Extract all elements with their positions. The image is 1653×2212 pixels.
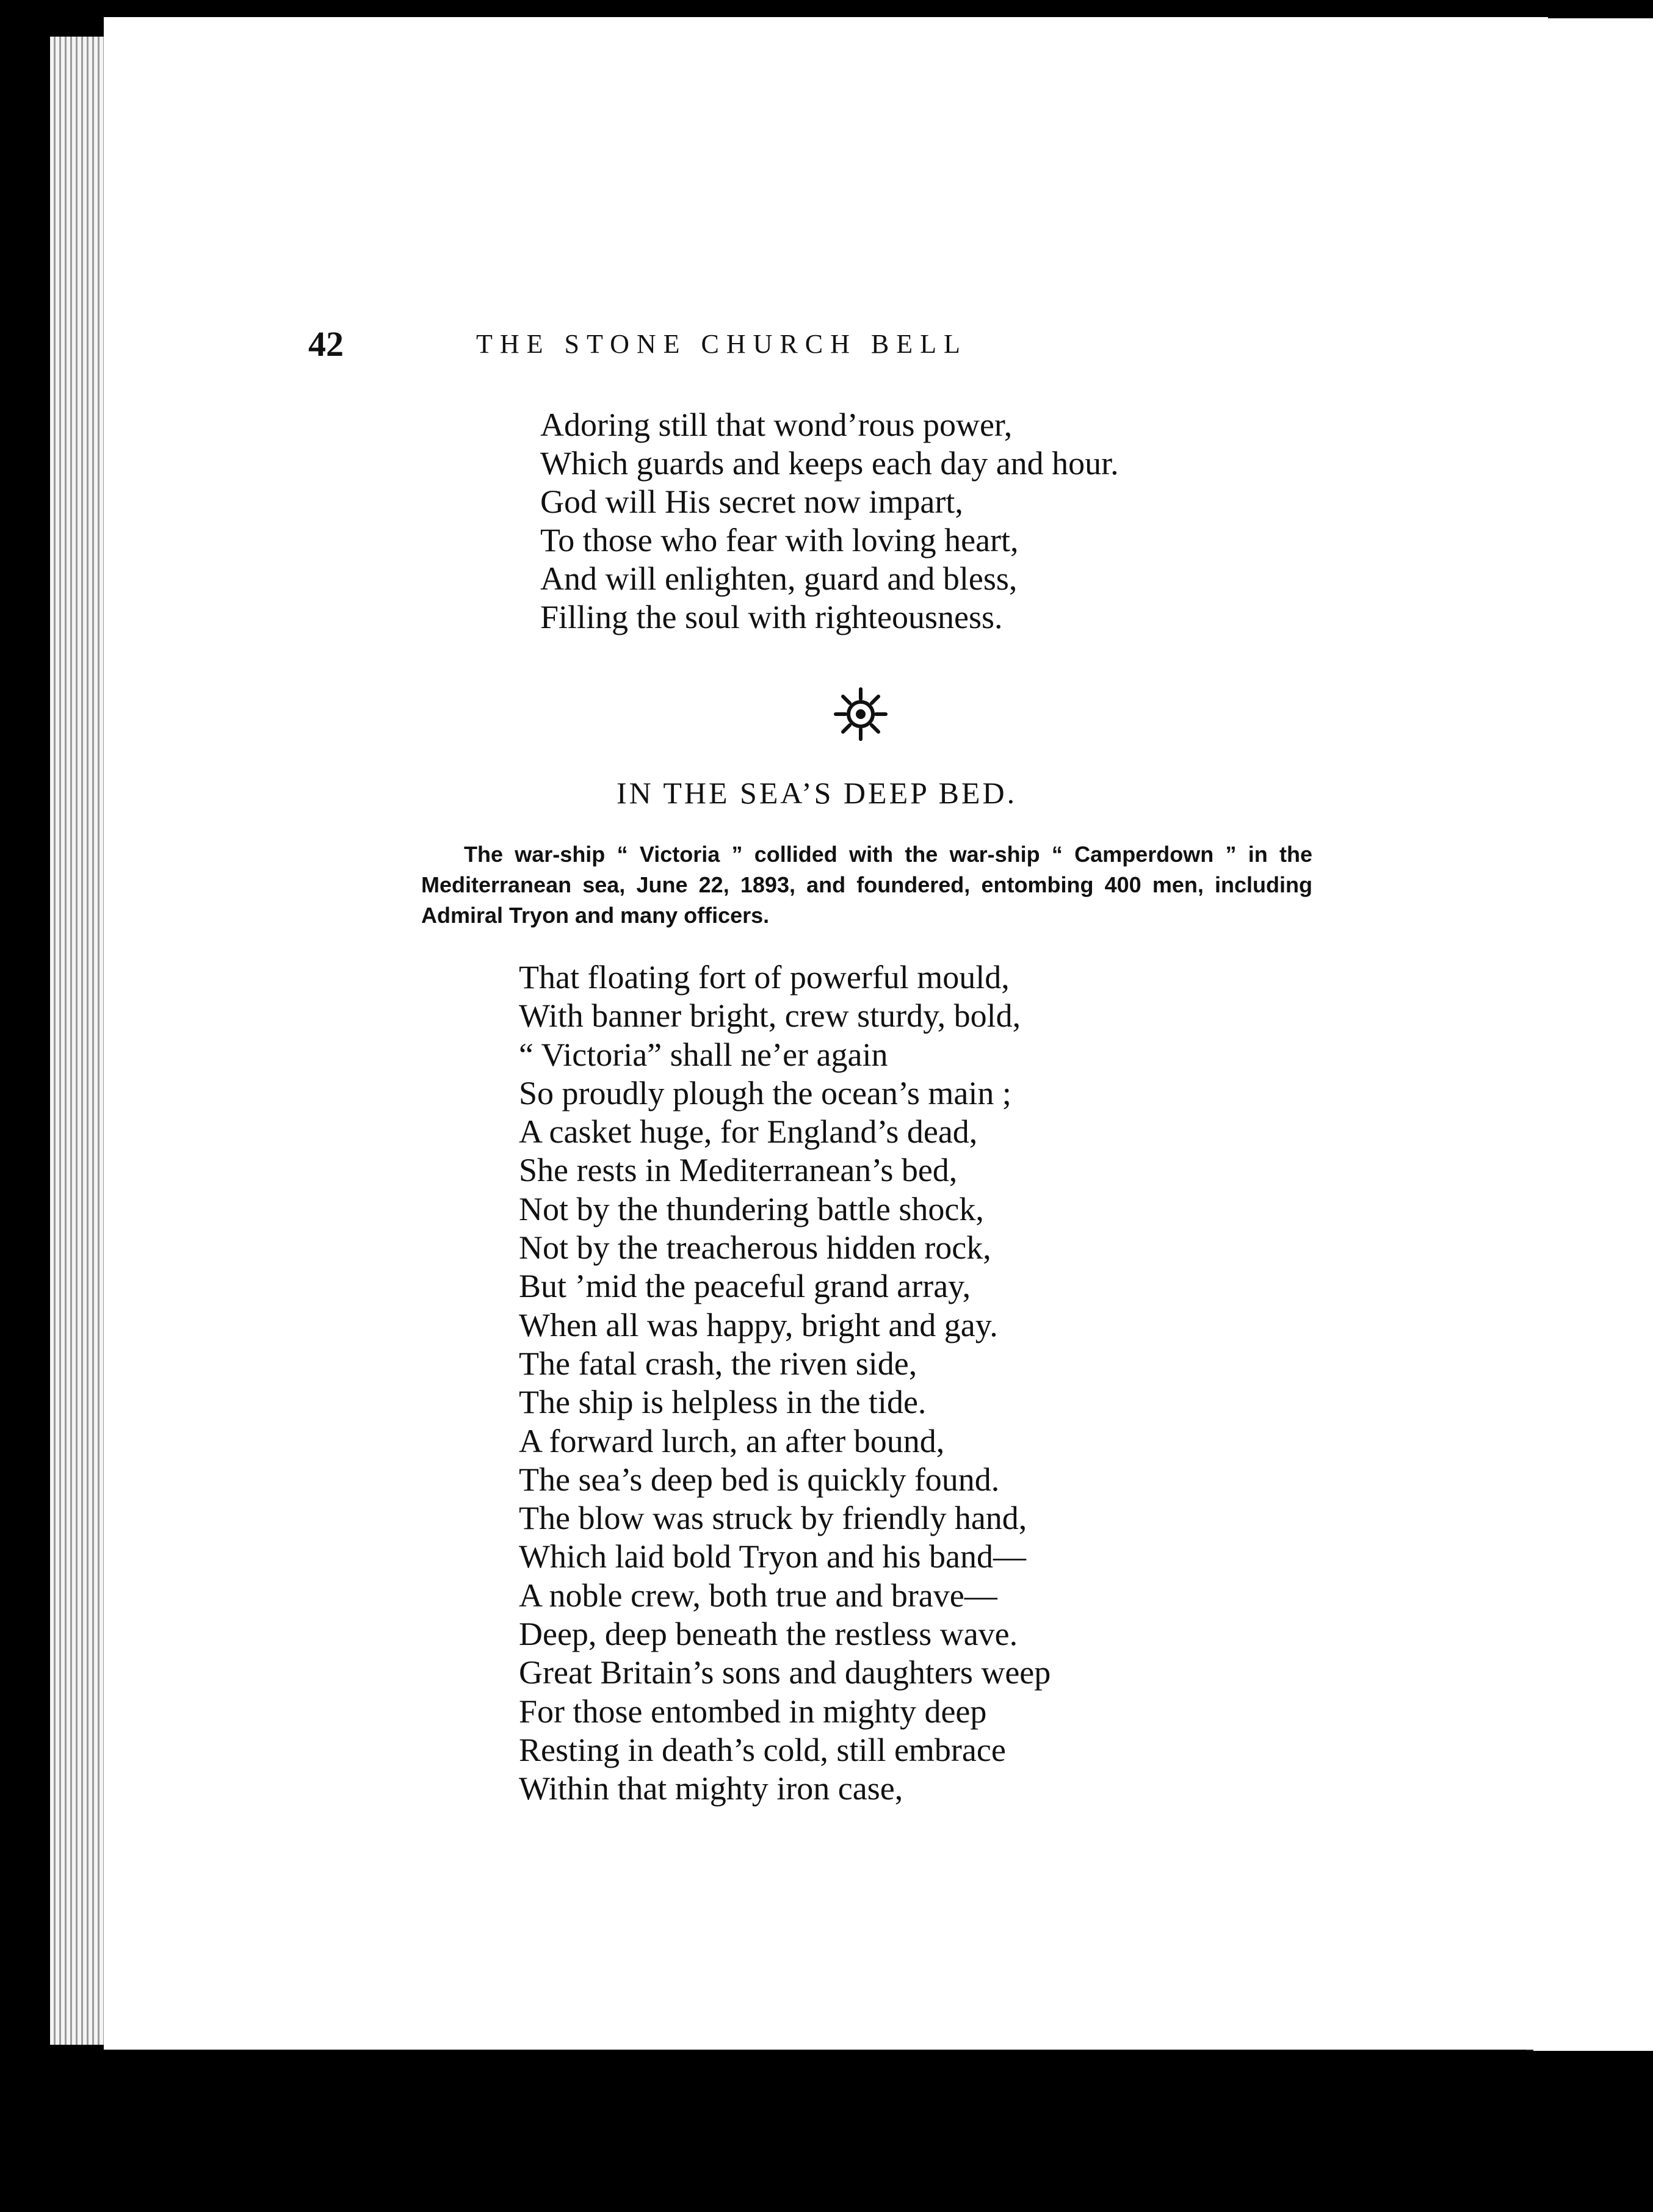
poem-line: Not by the treacherous hidden rock, [519,1229,991,1267]
poem-line: Adoring still that wond’rous power, [540,407,1013,443]
poem-line: The ship is helpless in the tide. [519,1384,927,1421]
poem-line: A casket huge, for England’s dead, [519,1113,978,1151]
poem-line: And will enlighten, guard and bless, [540,560,1018,597]
poem-line: She rests in Mediterranean’s bed, [519,1152,958,1189]
poem-line: “ Victoria” shall ne’er again [519,1036,888,1073]
poem-line: The blow was struck by friendly hand, [519,1500,1027,1537]
poem-line: Deep, deep beneath the restless wave. [519,1616,1018,1653]
running-head: THE STONE CHURCH BELL [476,329,968,359]
poem-line: The fatal crash, the riven side, [519,1345,917,1382]
page-edges [50,37,111,2045]
poem-line: So proudly plough the ocean’s main ; [519,1074,1011,1111]
page-number: 42 [308,324,344,364]
poem-line: God will His secret now impart, [540,483,963,520]
first-stanza [540,406,1119,637]
poem-line: Which guards and keeps each day and hour. [540,445,1119,482]
poem-headnote: The war-ship “ Victoria ” collided with the war-ship “ Camperdown ” in the Mediterranean sea, June 22, 1893, and foundered, entombing 400 men, including Admiral Tryon and many officers. [421,842,1312,928]
poem-line: That floating fort of powerful mould, [519,959,1010,996]
poem-body [519,958,1051,1809]
poem-line: Great Britain’s sons and daughters weep [519,1654,1051,1691]
poem-line: For those entombed in mighty deep [519,1693,987,1730]
poem-line: Resting in death’s cold, still embrace [519,1731,1006,1768]
poem-line: Which laid bold Tryon and his band— [519,1538,1026,1575]
poem-line: A forward lurch, an after bound, [519,1422,945,1459]
poem-line: Within that mighty iron case, [519,1770,903,1807]
poem-line: Not by the thundering battle shock, [519,1190,984,1227]
poem-line: To those who fear with loving heart, [540,522,1019,558]
sun-ornament-icon [833,687,888,742]
poem-line: A noble crew, both true and brave— [519,1577,997,1614]
poem-line: The sea’s deep bed is quickly found. [519,1461,1000,1498]
poem-line: With banner bright, crew sturdy, bold, [519,997,1021,1035]
poem-title: IN THE SEA’S DEEP BED. [617,776,1018,810]
poem-line: When all was happy, bright and gay. [519,1306,998,1343]
poem-line: But ’mid the peaceful grand array, [519,1268,971,1305]
poem-line: Filling the soul with righteousness. [540,599,1003,635]
